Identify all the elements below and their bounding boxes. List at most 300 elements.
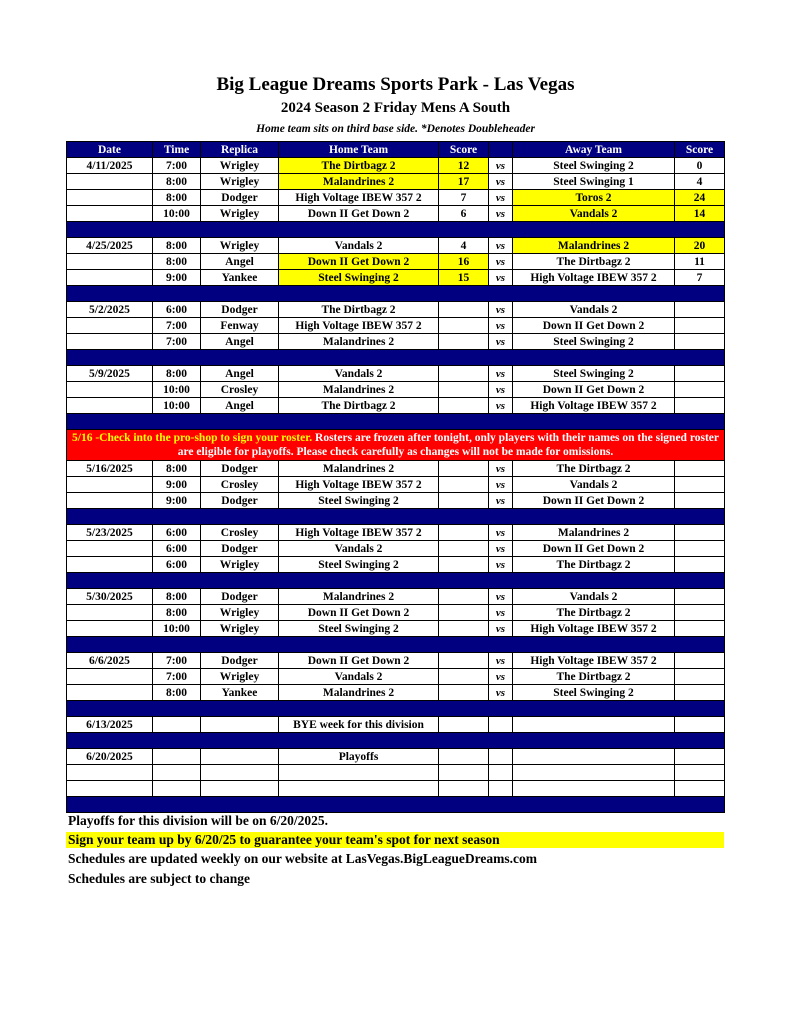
home-team: Malandrines 2	[279, 589, 439, 605]
vs-label: vs	[489, 366, 513, 382]
away-team: Vandals 2	[513, 302, 675, 318]
col-header-home-team: Home Team	[279, 142, 439, 158]
away-score: 7	[675, 270, 725, 286]
game-row	[67, 557, 725, 573]
home-team: Vandals 2	[279, 366, 439, 382]
game-field: Dodger	[201, 190, 279, 206]
game-row	[67, 541, 725, 557]
game-date	[67, 270, 153, 286]
separator-cell	[67, 573, 725, 589]
away-score	[675, 749, 725, 765]
away-team: Steel Swinging 2	[513, 158, 675, 174]
game-row	[67, 366, 725, 382]
game-field: Angel	[201, 334, 279, 350]
game-row	[67, 749, 725, 765]
col-header-vs	[489, 142, 513, 158]
game-date	[67, 206, 153, 222]
away-team	[513, 749, 675, 765]
table-header-row	[67, 142, 725, 158]
home-team: Vandals 2	[279, 669, 439, 685]
away-score	[675, 605, 725, 621]
game-row	[67, 781, 725, 797]
game-field: Crosley	[201, 477, 279, 493]
game-field: Crosley	[201, 525, 279, 541]
vs-label: vs	[489, 158, 513, 174]
game-row	[67, 717, 725, 733]
game-field: Wrigley	[201, 238, 279, 254]
home-team: Malandrines 2	[279, 685, 439, 701]
away-team: High Voltage IBEW 357 2	[513, 621, 675, 637]
game-date	[67, 541, 153, 557]
game-field	[201, 717, 279, 733]
notice-text: Rosters are frozen after tonight, only players with their names on the signed roster are eligible for playoffs. Please check carefully as changes will not be made for omissions.	[177, 432, 719, 458]
away-score	[675, 541, 725, 557]
change-note: Schedules are subject to change	[68, 871, 250, 886]
vs-label: vs	[489, 302, 513, 318]
away-team: The Dirtbagz 2	[513, 461, 675, 477]
home-score: 6	[439, 206, 489, 222]
game-date	[67, 174, 153, 190]
separator-cell	[67, 286, 725, 302]
vs-label: vs	[489, 238, 513, 254]
home-team: Playoffs	[279, 749, 439, 765]
away-score	[675, 493, 725, 509]
separator-cell	[67, 350, 725, 366]
separator-cell	[67, 414, 725, 430]
away-team	[513, 765, 675, 781]
home-score	[439, 382, 489, 398]
away-team: Down II Get Down 2	[513, 541, 675, 557]
game-field: Dodger	[201, 541, 279, 557]
home-score	[439, 669, 489, 685]
game-date	[67, 493, 153, 509]
game-time: 8:00	[153, 685, 201, 701]
game-date	[67, 254, 153, 270]
page-title: Big League Dreams Sports Park - Las Vegas	[216, 74, 575, 95]
game-date	[67, 605, 153, 621]
vs-label: vs	[489, 270, 513, 286]
game-date	[67, 398, 153, 414]
vs-label: vs	[489, 398, 513, 414]
away-team	[513, 781, 675, 797]
season-subtitle: 2024 Season 2 Friday Mens A South	[280, 100, 511, 116]
away-score	[675, 477, 725, 493]
game-field	[201, 749, 279, 765]
game-field: Dodger	[201, 302, 279, 318]
col-header-away-score: Score	[675, 142, 725, 158]
notice-date: 5/16	[72, 432, 93, 444]
home-score	[439, 334, 489, 350]
game-row	[67, 206, 725, 222]
game-row	[67, 653, 725, 669]
away-score	[675, 621, 725, 637]
home-team	[279, 765, 439, 781]
game-date: 6/6/2025	[67, 653, 153, 669]
game-row	[67, 270, 725, 286]
home-team: Steel Swinging 2	[279, 493, 439, 509]
home-score	[439, 477, 489, 493]
separator-row	[67, 222, 725, 238]
game-field: Dodger	[201, 493, 279, 509]
vs-label: vs	[489, 382, 513, 398]
vs-label: vs	[489, 525, 513, 541]
vs-label: vs	[489, 334, 513, 350]
away-team: The Dirtbagz 2	[513, 669, 675, 685]
home-score	[439, 685, 489, 701]
vs-label: vs	[489, 461, 513, 477]
game-row	[67, 398, 725, 414]
game-date	[67, 557, 153, 573]
game-row	[67, 525, 725, 541]
game-date: 4/25/2025	[67, 238, 153, 254]
game-field: Fenway	[201, 318, 279, 334]
away-score	[675, 669, 725, 685]
game-time: 9:00	[153, 270, 201, 286]
away-score	[675, 334, 725, 350]
game-time: 10:00	[153, 621, 201, 637]
home-team: Vandals 2	[279, 541, 439, 557]
home-score	[439, 717, 489, 733]
game-time	[153, 765, 201, 781]
home-score	[439, 541, 489, 557]
game-field: Yankee	[201, 685, 279, 701]
separator-cell	[67, 222, 725, 238]
away-score	[675, 765, 725, 781]
vs-label: vs	[489, 254, 513, 270]
separator-row	[67, 509, 725, 525]
home-score	[439, 781, 489, 797]
home-score	[439, 366, 489, 382]
away-team: Steel Swinging 2	[513, 366, 675, 382]
game-field: Dodger	[201, 461, 279, 477]
away-score	[675, 318, 725, 334]
separator-cell	[67, 701, 725, 717]
separator-row	[67, 637, 725, 653]
signup-note: Sign your team up by 6/20/25 to guarantee your team's spot for next season	[66, 832, 724, 848]
away-score	[675, 302, 725, 318]
vs-label: vs	[489, 318, 513, 334]
vs-label: vs	[489, 206, 513, 222]
col-header-replica: Replica	[201, 142, 279, 158]
game-row	[67, 174, 725, 190]
game-time: 7:00	[153, 653, 201, 669]
game-row	[67, 318, 725, 334]
schedule-body	[67, 158, 725, 813]
home-score	[439, 318, 489, 334]
game-date	[67, 477, 153, 493]
separator-row	[67, 797, 725, 813]
home-score	[439, 302, 489, 318]
vs-label: vs	[489, 477, 513, 493]
home-team: BYE week for this division	[279, 717, 439, 733]
away-score	[675, 461, 725, 477]
game-date: 6/20/2025	[67, 749, 153, 765]
home-team: The Dirtbagz 2	[279, 398, 439, 414]
vs-label: vs	[489, 653, 513, 669]
home-score	[439, 493, 489, 509]
away-score	[675, 653, 725, 669]
home-team: The Dirtbagz 2	[279, 302, 439, 318]
away-score	[675, 398, 725, 414]
away-team: High Voltage IBEW 357 2	[513, 270, 675, 286]
away-score	[675, 685, 725, 701]
vs-label	[489, 717, 513, 733]
vs-label: vs	[489, 541, 513, 557]
away-score	[675, 589, 725, 605]
home-team: High Voltage IBEW 357 2	[279, 190, 439, 206]
home-score	[439, 653, 489, 669]
game-field: Wrigley	[201, 206, 279, 222]
home-team: High Voltage IBEW 357 2	[279, 525, 439, 541]
game-time	[153, 781, 201, 797]
separator-row	[67, 286, 725, 302]
vs-label: vs	[489, 174, 513, 190]
game-date	[67, 765, 153, 781]
away-team: Vandals 2	[513, 589, 675, 605]
game-row	[67, 621, 725, 637]
schedule-table	[66, 141, 725, 813]
game-time: 10:00	[153, 206, 201, 222]
home-team: Down II Get Down 2	[279, 605, 439, 621]
game-time: 7:00	[153, 158, 201, 174]
game-time: 8:00	[153, 589, 201, 605]
col-header-away-team: Away Team	[513, 142, 675, 158]
col-header-time: Time	[153, 142, 201, 158]
away-score: 0	[675, 158, 725, 174]
away-team: Vandals 2	[513, 477, 675, 493]
separator-cell	[67, 637, 725, 653]
separator-cell	[67, 509, 725, 525]
away-team	[513, 717, 675, 733]
separator-row	[67, 573, 725, 589]
away-team: The Dirtbagz 2	[513, 254, 675, 270]
away-score: 20	[675, 238, 725, 254]
game-field: Wrigley	[201, 174, 279, 190]
game-time: 9:00	[153, 493, 201, 509]
away-team: Toros 2	[513, 190, 675, 206]
game-date	[67, 190, 153, 206]
vs-label	[489, 781, 513, 797]
home-team: Malandrines 2	[279, 461, 439, 477]
game-time: 8:00	[153, 238, 201, 254]
home-team: Steel Swinging 2	[279, 270, 439, 286]
vs-label: vs	[489, 685, 513, 701]
game-date: 5/23/2025	[67, 525, 153, 541]
game-row	[67, 493, 725, 509]
away-score: 14	[675, 206, 725, 222]
game-row	[67, 334, 725, 350]
game-field: Angel	[201, 398, 279, 414]
home-score: 17	[439, 174, 489, 190]
game-time: 8:00	[153, 605, 201, 621]
away-score	[675, 557, 725, 573]
game-row	[67, 461, 725, 477]
game-field: Wrigley	[201, 621, 279, 637]
away-team: Down II Get Down 2	[513, 382, 675, 398]
home-score	[439, 589, 489, 605]
separator-row	[67, 733, 725, 749]
away-score: 11	[675, 254, 725, 270]
game-time: 8:00	[153, 254, 201, 270]
playoffs-note: Playoffs for this division will be on 6/20/2025.	[68, 813, 329, 828]
home-team: Malandrines 2	[279, 174, 439, 190]
game-row	[67, 302, 725, 318]
home-score	[439, 525, 489, 541]
game-time: 9:00	[153, 477, 201, 493]
home-team: High Voltage IBEW 357 2	[279, 318, 439, 334]
away-team: Steel Swinging 2	[513, 685, 675, 701]
away-score: 24	[675, 190, 725, 206]
away-score	[675, 781, 725, 797]
game-time: 6:00	[153, 525, 201, 541]
game-time: 10:00	[153, 382, 201, 398]
away-team: The Dirtbagz 2	[513, 605, 675, 621]
col-header-date: Date	[67, 142, 153, 158]
separator-row	[67, 414, 725, 430]
game-time: 8:00	[153, 366, 201, 382]
home-score	[439, 765, 489, 781]
home-team: The Dirtbagz 2	[279, 158, 439, 174]
separator-row	[67, 701, 725, 717]
home-score	[439, 557, 489, 573]
game-field: Wrigley	[201, 158, 279, 174]
game-row	[67, 382, 725, 398]
away-team: Down II Get Down 2	[513, 318, 675, 334]
home-score: 12	[439, 158, 489, 174]
home-team: Down II Get Down 2	[279, 254, 439, 270]
game-date: 4/11/2025	[67, 158, 153, 174]
away-team: Malandrines 2	[513, 238, 675, 254]
game-time: 7:00	[153, 334, 201, 350]
game-date: 5/9/2025	[67, 366, 153, 382]
home-score	[439, 461, 489, 477]
separator-row	[67, 350, 725, 366]
game-row	[67, 254, 725, 270]
game-row	[67, 669, 725, 685]
game-time	[153, 749, 201, 765]
game-field: Dodger	[201, 653, 279, 669]
home-score: 16	[439, 254, 489, 270]
away-score	[675, 382, 725, 398]
away-team: Down II Get Down 2	[513, 493, 675, 509]
game-date	[67, 685, 153, 701]
home-team: Malandrines 2	[279, 382, 439, 398]
vs-label: vs	[489, 669, 513, 685]
vs-label: vs	[489, 605, 513, 621]
game-field: Wrigley	[201, 605, 279, 621]
away-team: Steel Swinging 2	[513, 334, 675, 350]
game-field: Angel	[201, 254, 279, 270]
vs-label	[489, 749, 513, 765]
home-score	[439, 621, 489, 637]
vs-label: vs	[489, 589, 513, 605]
game-time: 8:00	[153, 461, 201, 477]
game-row	[67, 589, 725, 605]
home-team-note: Home team sits on third base side. *Denotes Doubleheader	[256, 123, 535, 135]
home-score: 15	[439, 270, 489, 286]
home-score: 4	[439, 238, 489, 254]
away-score	[675, 525, 725, 541]
notice-highlight: -Check into the pro-shop to sign your roster.	[92, 432, 313, 444]
away-team: Vandals 2	[513, 206, 675, 222]
game-date: 6/13/2025	[67, 717, 153, 733]
game-field: Crosley	[201, 382, 279, 398]
away-score: 4	[675, 174, 725, 190]
game-date: 5/2/2025	[67, 302, 153, 318]
home-team	[279, 781, 439, 797]
game-field: Angel	[201, 366, 279, 382]
roster-notice-row	[67, 430, 725, 461]
away-team: High Voltage IBEW 357 2	[513, 653, 675, 669]
game-date	[67, 318, 153, 334]
game-field: Yankee	[201, 270, 279, 286]
home-score	[439, 749, 489, 765]
game-time: 7:00	[153, 318, 201, 334]
separator-cell	[67, 733, 725, 749]
game-time: 6:00	[153, 541, 201, 557]
game-field: Wrigley	[201, 557, 279, 573]
away-score	[675, 717, 725, 733]
game-time: 6:00	[153, 557, 201, 573]
away-team: The Dirtbagz 2	[513, 557, 675, 573]
game-row	[67, 765, 725, 781]
game-field	[201, 781, 279, 797]
game-row	[67, 477, 725, 493]
home-team: Vandals 2	[279, 238, 439, 254]
separator-cell	[67, 797, 725, 813]
home-team: Steel Swinging 2	[279, 621, 439, 637]
game-time: 7:00	[153, 669, 201, 685]
game-row	[67, 685, 725, 701]
col-header-home-score: Score	[439, 142, 489, 158]
game-time: 6:00	[153, 302, 201, 318]
game-row	[67, 238, 725, 254]
home-score: 7	[439, 190, 489, 206]
vs-label: vs	[489, 621, 513, 637]
game-date	[67, 382, 153, 398]
game-time: 8:00	[153, 174, 201, 190]
game-row	[67, 190, 725, 206]
website-note: Schedules are updated weekly on our website at LasVegas.BigLeagueDreams.com	[68, 851, 538, 866]
game-field	[201, 765, 279, 781]
game-time	[153, 717, 201, 733]
game-time: 8:00	[153, 190, 201, 206]
away-team: Malandrines 2	[513, 525, 675, 541]
home-team: Down II Get Down 2	[279, 653, 439, 669]
home-team: Malandrines 2	[279, 334, 439, 350]
away-team: Steel Swinging 1	[513, 174, 675, 190]
home-score	[439, 605, 489, 621]
game-date	[67, 334, 153, 350]
game-date	[67, 621, 153, 637]
game-time: 10:00	[153, 398, 201, 414]
vs-label: vs	[489, 190, 513, 206]
roster-notice	[67, 430, 725, 461]
game-date: 5/30/2025	[67, 589, 153, 605]
away-team: High Voltage IBEW 357 2	[513, 398, 675, 414]
game-row	[67, 158, 725, 174]
home-score	[439, 398, 489, 414]
vs-label: vs	[489, 557, 513, 573]
home-team: Down II Get Down 2	[279, 206, 439, 222]
game-date	[67, 669, 153, 685]
vs-label	[489, 765, 513, 781]
game-field: Dodger	[201, 589, 279, 605]
game-field: Wrigley	[201, 669, 279, 685]
home-team: High Voltage IBEW 357 2	[279, 477, 439, 493]
away-score	[675, 366, 725, 382]
game-date	[67, 781, 153, 797]
